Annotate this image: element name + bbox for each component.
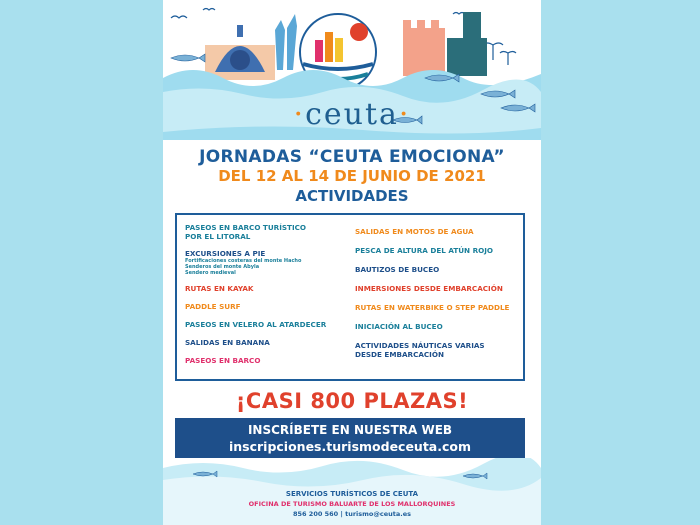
activity-item: PASEOS EN BARCO [185,356,261,365]
activities-heading: ACTIVIDADES [295,187,409,205]
activity-item: INMERSIONES DESDE EMBARCACIÓN [355,284,503,293]
brand-name: ceuta [305,97,399,132]
footer-office: OFICINA DE TURISMO BALUARTE DE LOS MALLORQUINES [248,500,456,508]
activity-item: RUTAS EN WATERBIKE O STEP PADDLE [355,303,510,312]
event-title: JORNADAS “CEUTA EMOCIONA” [199,147,505,167]
capacity-banner: ¡CASI 800 PLAZAS! [235,389,469,413]
registration-url-link[interactable]: inscripciones.turismodeceuta.com [228,439,472,454]
activity-item: EXCURSIONES A PIE [185,249,266,258]
activities-left-column [185,223,357,365]
activity-item: PADDLE SURF [185,302,241,311]
activity-item: SALIDAS EN MOTOS DE AGUA [355,227,474,236]
activities-box [175,213,525,381]
registration-box[interactable] [175,418,525,458]
activities-right-column [355,223,525,359]
registration-cta-label: INSCRÍBETE EN NUESTRA WEB [247,423,453,437]
footer-organization: SERVICIOS TURÍSTICOS DE CEUTA [285,490,419,498]
footer-contact: 856 200 560 | turismo@ceuta.es [292,510,412,518]
activity-item: PESCA DE ALTURA DEL ATÚN ROJO [355,246,494,255]
activity-item: PASEOS EN BARCO TURÍSTICO POR EL LITORAL [185,223,307,241]
event-dates: DEL 12 AL 14 DE JUNIO DE 2021 [218,167,486,185]
activity-item: RUTAS EN KAYAK [185,284,254,293]
activity-item: SALIDAS EN BANANA [185,338,270,347]
activity-item: INICIACIÓN AL BUCEO [355,322,443,331]
poster [163,0,541,525]
brand-dot-left: · [293,97,306,132]
activity-item: ACTIVIDADES NÁUTICAS VARIAS DESDE EMBARCACIÓN [355,341,485,359]
activity-item: BAUTIZOS DE BUCEO [355,265,440,274]
activity-item: PASEOS EN VELERO AL ATARDECER [185,320,327,329]
brand-dot-right: · [398,97,411,132]
brand-wordmark [163,97,541,132]
activity-subitems: Fortificaciones costeras del monte Hacho Senderos del monte Abyla Sendero medieval [185,258,302,276]
